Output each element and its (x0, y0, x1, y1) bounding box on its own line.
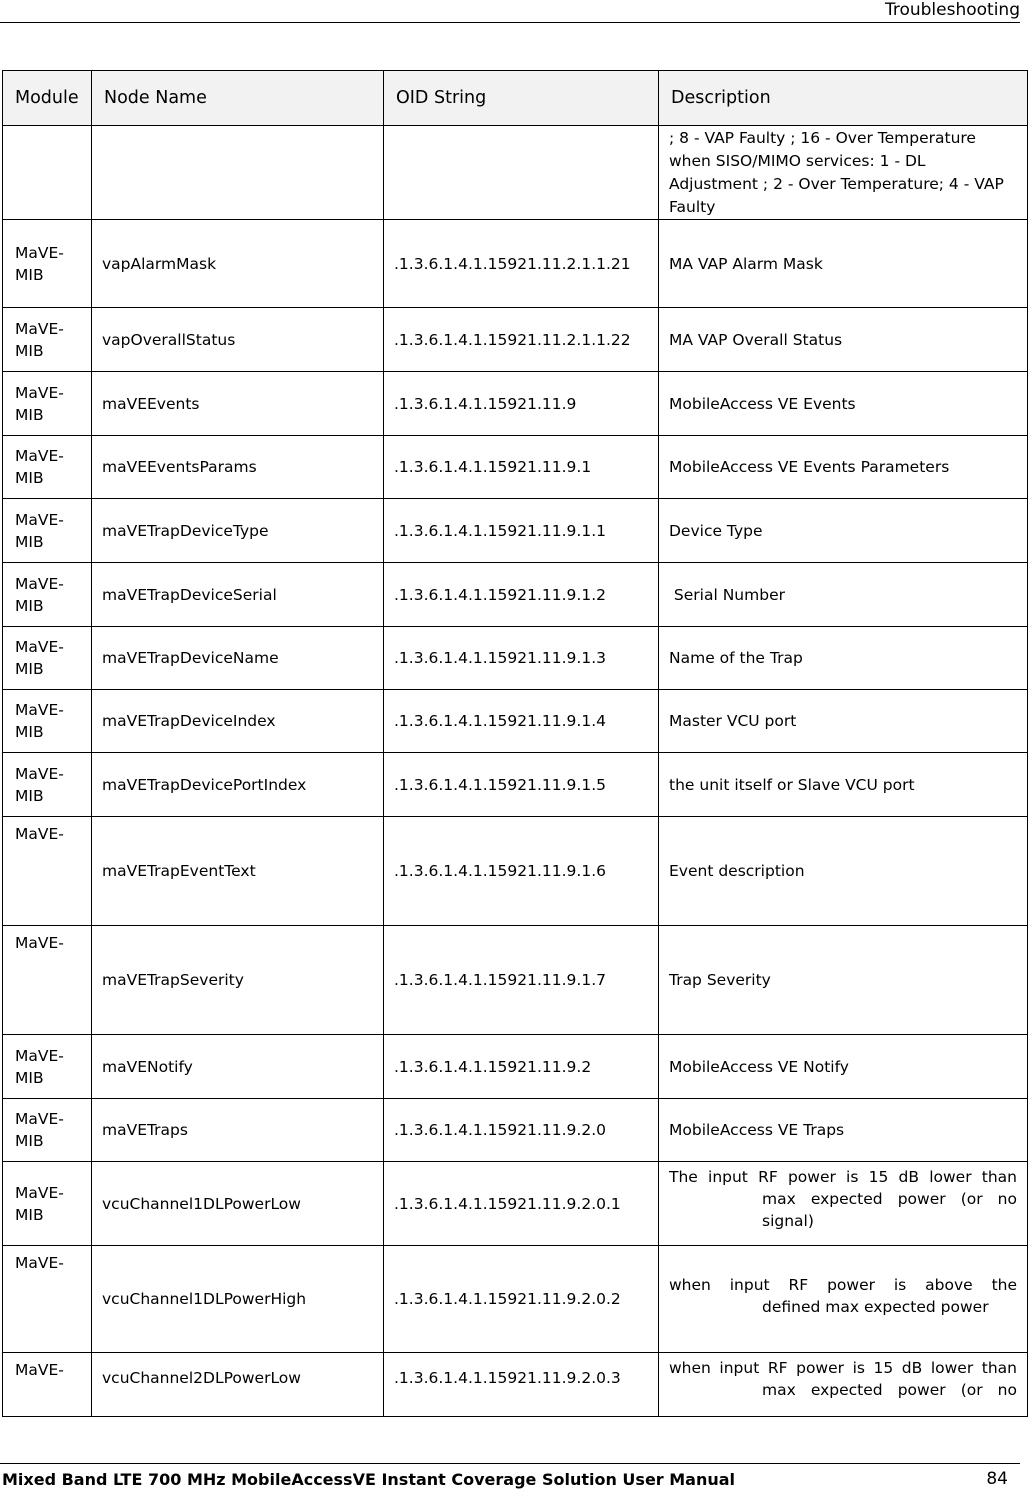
table-row (3, 817, 1028, 926)
node-name-cell: vcuChannel2DLPowerLow (92, 1353, 384, 1417)
page-number: 84 (986, 1469, 1008, 1489)
oid-cell: .1.3.6.1.4.1.15921.11.9.2.0.1 (384, 1162, 659, 1246)
node-name-cell: vapAlarmMask (92, 220, 384, 308)
description-cell (659, 1162, 1028, 1246)
description-cell: MA VAP Overall Status (659, 308, 1028, 372)
module-cell: MaVE-MIB (3, 563, 92, 627)
node-name-cell: maVEEventsParams (92, 436, 384, 499)
node-name-cell: maVETrapDeviceType (92, 499, 384, 563)
node-name-cell: vcuChannel1DLPowerLow (92, 1162, 384, 1246)
oid-cell: .1.3.6.1.4.1.15921.11.9.2.0 (384, 1099, 659, 1162)
module-cell: MaVE-MIB (3, 1162, 92, 1246)
module-cell: MaVE-MIB (3, 1035, 92, 1099)
module-cell: MaVE- (3, 817, 92, 926)
table-row (3, 372, 1028, 436)
table-row (3, 627, 1028, 690)
description-continuation: max expected power (or no (762, 1381, 1017, 1399)
column-header-description: Description (659, 71, 1028, 126)
description-continuation: defined max expected power (762, 1298, 989, 1316)
description-cell: ; 8 - VAP Faulty ; 16 - Over Temperature when SISO/MIMO services: 1 - DL Adjustment ; 2 - Over Temperature; 4 - VAP Faulty (659, 126, 1028, 220)
table-row (3, 926, 1028, 1035)
oid-cell: .1.3.6.1.4.1.15921.11.9.1.4 (384, 690, 659, 753)
module-cell: MaVE-MIB (3, 753, 92, 817)
table-row (3, 436, 1028, 499)
oid-cell: .1.3.6.1.4.1.15921.11.2.1.1.21 (384, 220, 659, 308)
oid-cell: .1.3.6.1.4.1.15921.11.9.1.3 (384, 627, 659, 690)
table-row (3, 126, 1028, 220)
description-cell: MobileAccess VE Events Parameters (659, 436, 1028, 499)
table-row (3, 1353, 1028, 1417)
table-row (3, 753, 1028, 817)
node-name-cell: maVETrapDeviceIndex (92, 690, 384, 753)
module-cell: MaVE- (3, 1246, 92, 1353)
description-first-line: when input RF power is above the (669, 1276, 1017, 1294)
column-header-node-name: Node Name (92, 71, 384, 126)
module-cell: MaVE-MIB (3, 372, 92, 436)
description-first-line: The input RF power is 15 dB lower than (669, 1168, 1017, 1186)
module-cell: MaVE- (3, 926, 92, 1035)
table-row (3, 220, 1028, 308)
description-cell (659, 1353, 1028, 1417)
table-row (3, 563, 1028, 627)
node-name-cell: maVETrapSeverity (92, 926, 384, 1035)
node-name-cell: maVETrapDeviceSerial (92, 563, 384, 627)
module-cell (3, 126, 92, 220)
module-cell: MaVE-MIB (3, 1099, 92, 1162)
description-first-line: when input RF power is 15 dB lower than (669, 1359, 1017, 1377)
oid-cell (384, 126, 659, 220)
oid-cell: .1.3.6.1.4.1.15921.11.2.1.1.22 (384, 308, 659, 372)
description-cell: MobileAccess VE Traps (659, 1099, 1028, 1162)
description-cell: MA VAP Alarm Mask (659, 220, 1028, 308)
description-cell: Serial Number (659, 563, 1028, 627)
node-name-cell: maVEEvents (92, 372, 384, 436)
node-name-cell (92, 126, 384, 220)
module-cell: MaVE-MIB (3, 627, 92, 690)
node-name-cell: vcuChannel1DLPowerHigh (92, 1246, 384, 1353)
node-name-cell: maVENotify (92, 1035, 384, 1099)
table-row (3, 1162, 1028, 1246)
table-row (3, 499, 1028, 563)
table-row (3, 1246, 1028, 1353)
node-name-cell: maVETrapEventText (92, 817, 384, 926)
table-row (3, 1099, 1028, 1162)
module-cell: MaVE-MIB (3, 690, 92, 753)
description-cell: MobileAccess VE Events (659, 372, 1028, 436)
node-name-cell: maVETrapDeviceName (92, 627, 384, 690)
table-row (3, 308, 1028, 372)
oid-cell: .1.3.6.1.4.1.15921.11.9.2.0.2 (384, 1246, 659, 1353)
oid-cell: .1.3.6.1.4.1.15921.11.9.1.1 (384, 499, 659, 563)
column-header-oid-string: OID String (384, 71, 659, 126)
oid-cell: .1.3.6.1.4.1.15921.11.9.1.2 (384, 563, 659, 627)
description-cell: Device Type (659, 499, 1028, 563)
description-cell: the unit itself or Slave VCU port (659, 753, 1028, 817)
node-name-cell: maVETrapDevicePortIndex (92, 753, 384, 817)
node-name-cell: maVETraps (92, 1099, 384, 1162)
description-cell: Trap Severity (659, 926, 1028, 1035)
description-continuation: max expected power (or no signal) (762, 1190, 1017, 1230)
oid-cell: .1.3.6.1.4.1.15921.11.9 (384, 372, 659, 436)
table-header-row (3, 71, 1028, 126)
module-cell: MaVE-MIB (3, 308, 92, 372)
description-cell: Master VCU port (659, 690, 1028, 753)
manual-title: Mixed Band LTE 700 MHz MobileAccessVE Instant Coverage Solution User Manual (2, 1470, 736, 1489)
description-cell: Name of the Trap (659, 627, 1028, 690)
page-header (0, 0, 1020, 23)
section-title: Troubleshooting (884, 0, 1020, 20)
description-cell: Event description (659, 817, 1028, 926)
oid-cell: .1.3.6.1.4.1.15921.11.9.1.7 (384, 926, 659, 1035)
module-cell: MaVE- (3, 1353, 92, 1417)
oid-cell: .1.3.6.1.4.1.15921.11.9.1.5 (384, 753, 659, 817)
oid-cell: .1.3.6.1.4.1.15921.11.9.1.6 (384, 817, 659, 926)
module-cell: MaVE-MIB (3, 220, 92, 308)
table-row (3, 690, 1028, 753)
oid-cell: .1.3.6.1.4.1.15921.11.9.2 (384, 1035, 659, 1099)
module-cell: MaVE-MIB (3, 499, 92, 563)
description-cell: MobileAccess VE Notify (659, 1035, 1028, 1099)
oid-cell: .1.3.6.1.4.1.15921.11.9.2.0.3 (384, 1353, 659, 1417)
node-name-cell: vapOverallStatus (92, 308, 384, 372)
mib-table (2, 70, 1028, 1417)
oid-cell: .1.3.6.1.4.1.15921.11.9.1 (384, 436, 659, 499)
description-cell (659, 1246, 1028, 1353)
page-footer (0, 1463, 1020, 1494)
column-header-module: Module (3, 71, 92, 126)
table-row (3, 1035, 1028, 1099)
module-cell: MaVE-MIB (3, 436, 92, 499)
